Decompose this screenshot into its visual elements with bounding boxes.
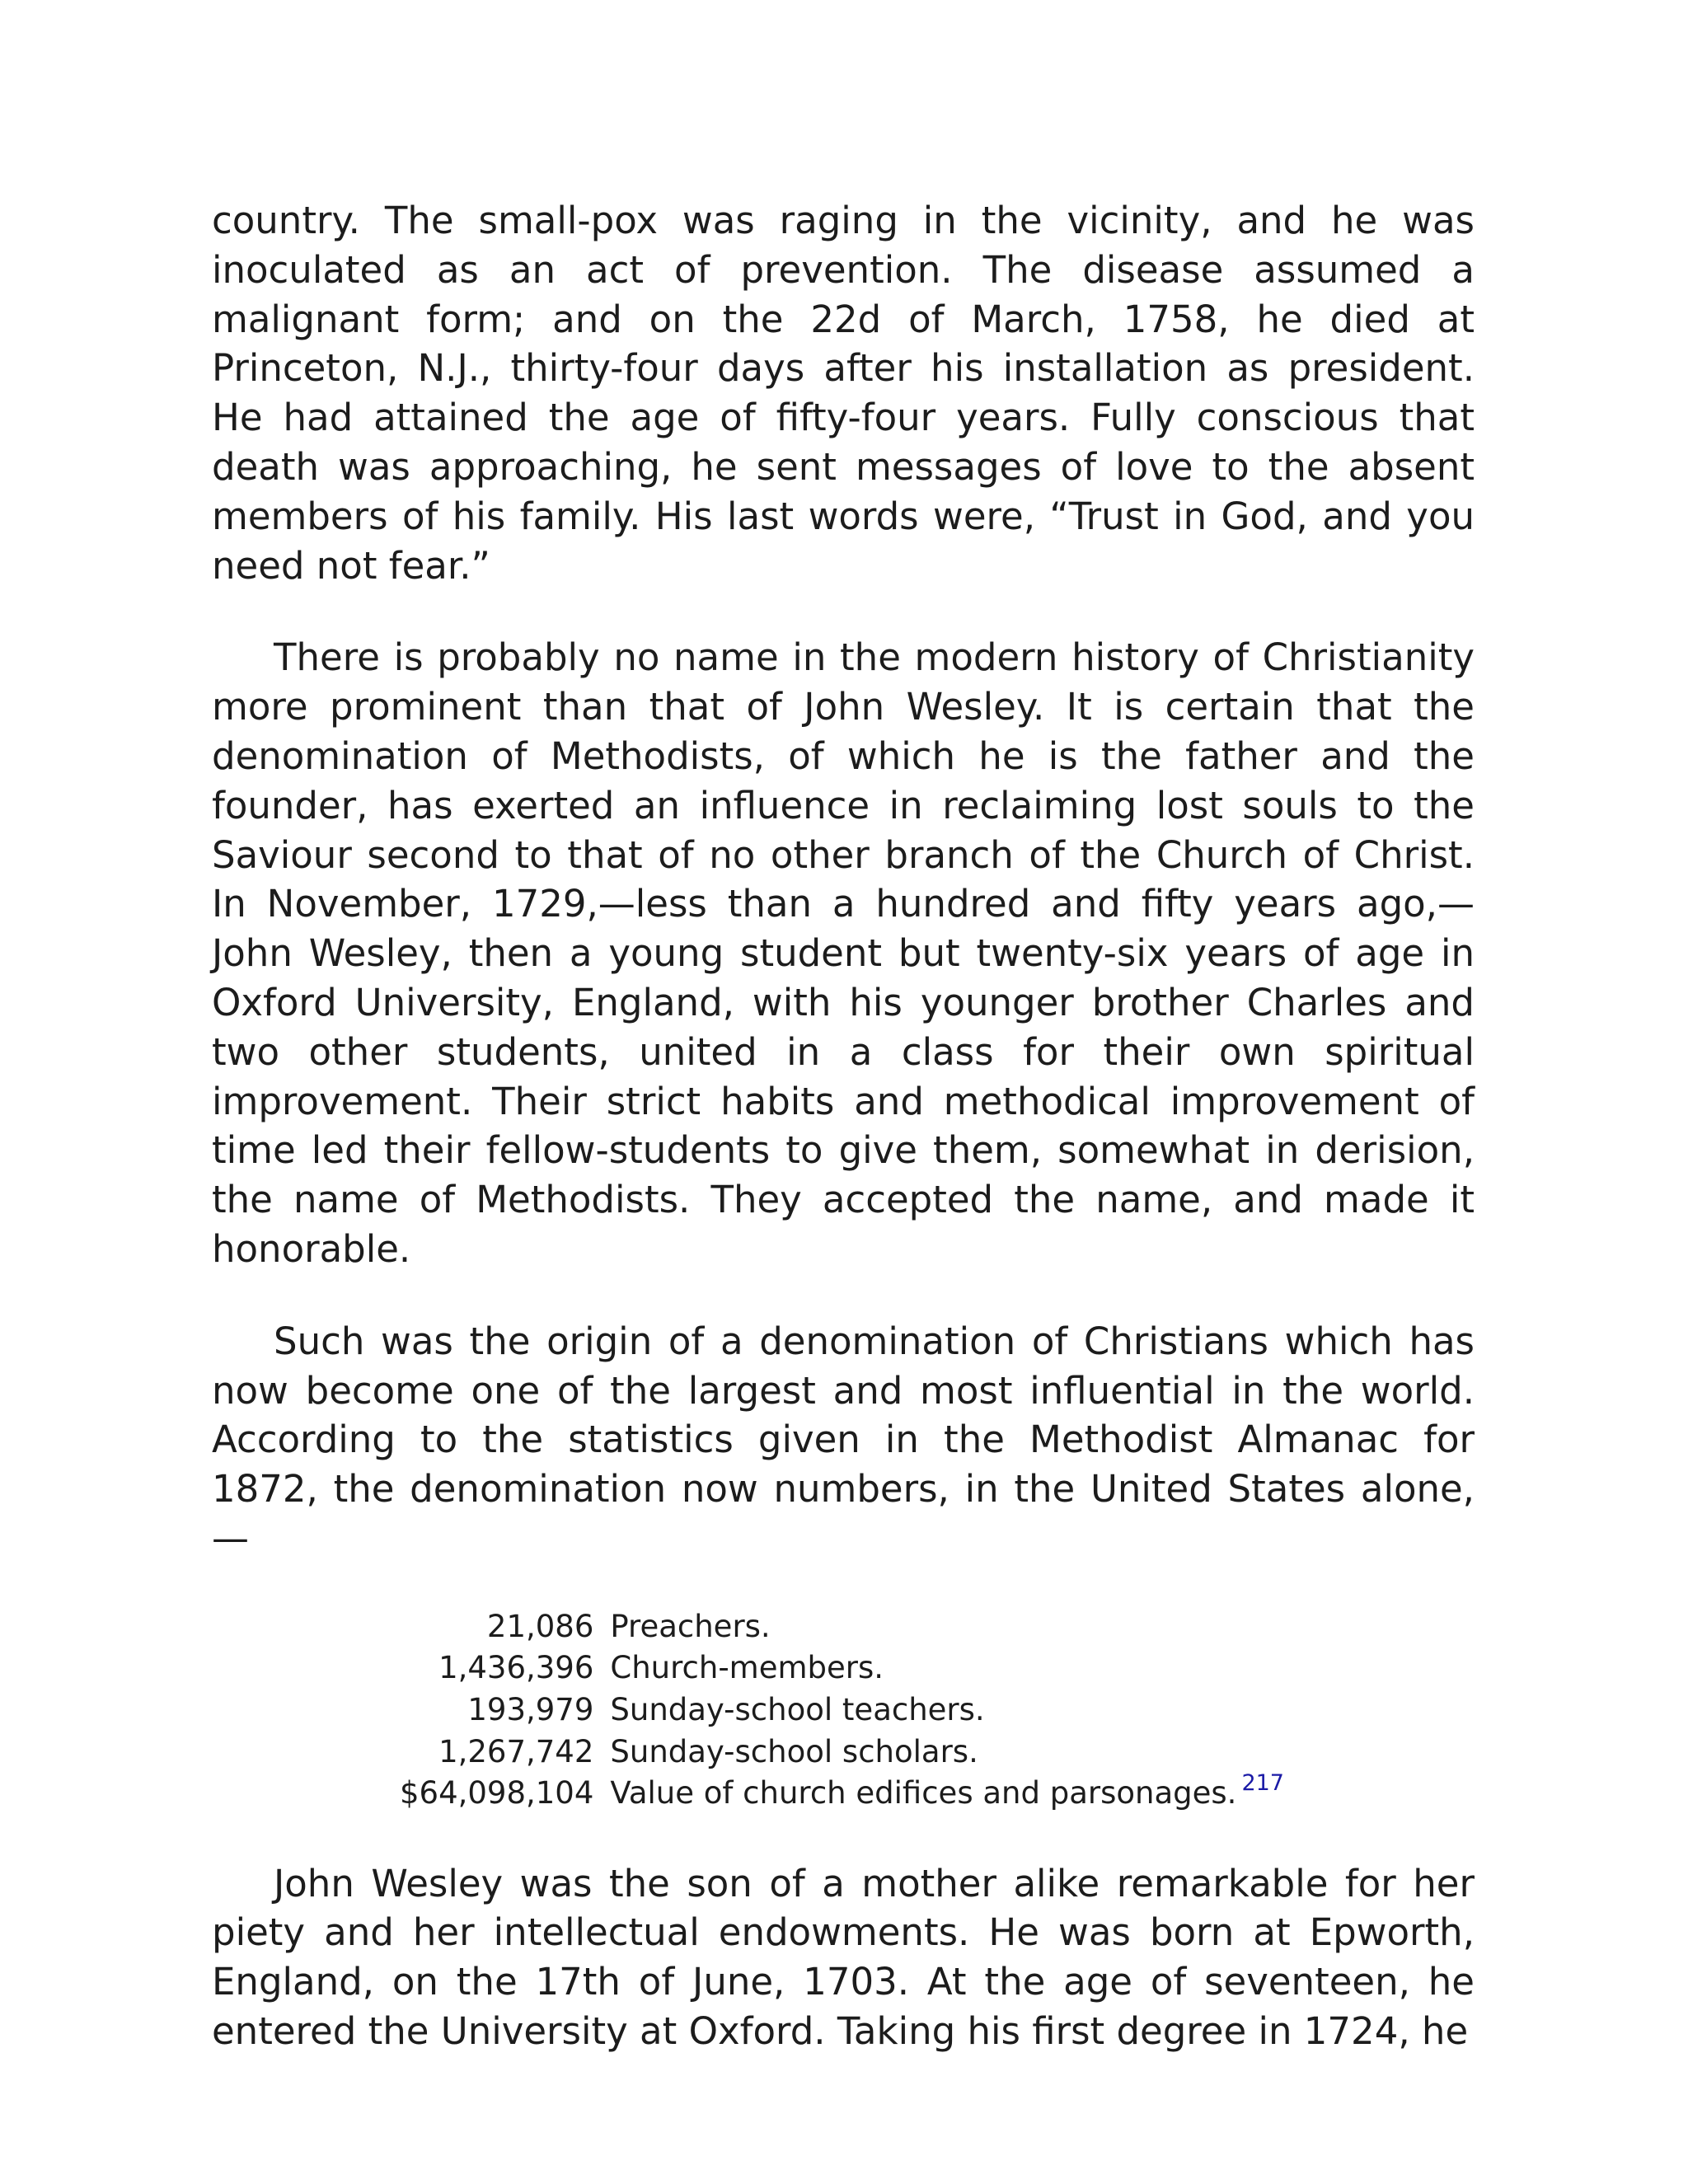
document-page	[212, 196, 1475, 2056]
stats-row	[400, 1690, 1284, 1732]
stats-value: 1,267,742	[438, 1733, 594, 1769]
stats-value: 1,436,396	[438, 1650, 594, 1686]
paragraph-john-wesley-intro: There is probably no name in the modern history of Christianity more prominent than that of John Wesley. It is certain that the denomination of Methodists, of which he is the father and the founder, has exerted an influence in reclaiming lost souls to the Saviour second to that of no other branch of the Church of Christ. In November, 1729,—less than a hundred and fifty years ago,—John Wesley, then a young student but twenty-six years of age in Oxford University, England, with his younger brother Charles and two other students, united in a class for their own spiritual improvement. Their strict habits and methodical improvement of time led their fellow-students to give them, somewhat in derision, the name of Methodists. They accepted the name, and made it honorable.	[212, 635, 1475, 1271]
paragraph-methodist-origin: Such was the origin of a denomination of Christians which has now become one of the largest and most influential in the world. According to the statistics given in the Methodist Almanac for 1872, the denomination now numbers, in the United States alone,—	[212, 1319, 1475, 1560]
footnote-link[interactable]: 217	[1241, 1770, 1284, 1797]
stats-label: Sunday-school scholars.	[610, 1733, 978, 1769]
paragraph-wesley-biography: John Wesley was the son of a mother alike remarkable for her piety and her intellectual endowments. He was born at Epworth, England, on the 17th of June, 1703. At the age of seventeen, he entered the University at Oxford. Taking his first degree in 1724, he	[212, 1861, 1475, 2054]
stats-row	[400, 1606, 1284, 1648]
stats-label-with-footnote	[610, 1770, 1284, 1815]
stats-row	[400, 1647, 1284, 1690]
stats-label: Preachers.	[610, 1608, 771, 1644]
stats-value: 193,979	[467, 1691, 594, 1727]
stats-row	[400, 1732, 1284, 1774]
methodist-statistics-table	[400, 1606, 1284, 1815]
stats-label: Church-members.	[610, 1650, 884, 1686]
stats-value: 21,086	[486, 1608, 594, 1644]
stats-label: Sunday-school teachers.	[610, 1691, 985, 1727]
paragraph-continuation: country. The small-pox was raging in the vicinity, and he was inoculated as an act of prevention. The disease assumed a malignant form; and on the 22d of March, 1758, he died at Princeton, N.J., thirty-four days after his installation as president. He had attained the age of fifty-four years. Fully conscious that death was approaching, he sent messages of love to the absent members of his family. His last words were, “Trust in God, and you need not fear.”	[212, 199, 1475, 588]
stats-label: Value of church edifices and parsonages.	[610, 1775, 1237, 1811]
stats-value: $64,098,104	[400, 1775, 594, 1811]
stats-row	[400, 1773, 1284, 1815]
